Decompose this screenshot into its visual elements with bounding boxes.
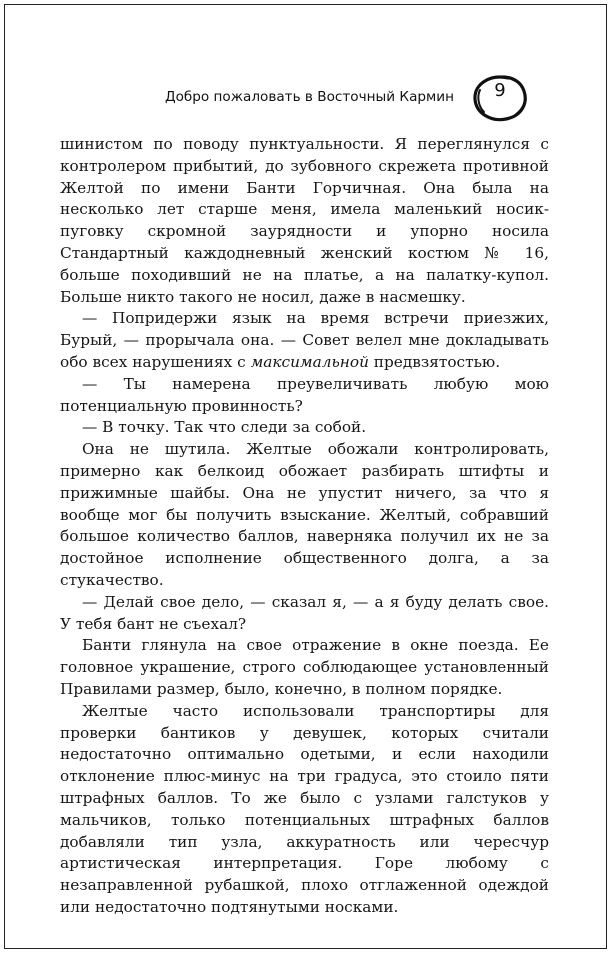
page-header — [60, 72, 542, 116]
paragraph — [60, 308, 549, 373]
paragraph-text: — Попридержи язык на время встречи приезжих, Бурый, — прорычала она. — Совет велел мне докладывать обо всех нарушениях с — [60, 309, 549, 371]
running-title: Добро пожаловать в Восточный Кармин — [164, 89, 454, 105]
paragraph: Она не шутила. Желтые обожали контролировать, примерно как белкоид обожает разбирать штифты и прижимные шайбы. Она не упустит ничего, за что я вообще мог бы получить взыскание. Желтый, собравший большое количество баллов, наверняка получил их не за достойное исполнение общественного долга, а за стукачество. — [60, 440, 549, 589]
paragraph: — Делай свое дело, — сказал я, — а я буду делать свое. У тебя бант не съехал? — [60, 592, 549, 633]
paragraph: шинистом по поводу пунктуальности. Я переглянулся с контролером прибытий, до зубовного скрежета противной Желтой по имени Банти Горчичная. Она была на несколько лет старше меня, имела маленький носик-пуговку скромной заурядности и упорно носила Стандартный каждодневный женский костюм № 16, больше походивший не на платье, а на палатку-купол. Больше никто такого не носил, даже в насмешку. — [60, 135, 549, 306]
paragraph: — Ты намерена преувеличивать любую мою потенциальную провинность? — [60, 374, 549, 415]
body-text — [60, 134, 549, 919]
paragraph-text: предвзятостью. — [368, 352, 501, 371]
paragraph: Банти глянула на свое отражение в окне поезда. Ее головное украшение, строго соблюдающее установленный Правилами размер, было, конечно, в полном порядке. — [60, 636, 549, 698]
page-number: 9 — [494, 80, 506, 101]
emphasis: максимальной — [250, 352, 369, 371]
page-number-badge — [468, 70, 532, 126]
paragraph: — В точку. Так что следи за собой. — [82, 418, 367, 437]
paragraph: Желтые часто использовали транспортиры для проверки бантиков у девушек, которых считали недостаточно оптимально одетыми, и если находили отклонение плюс-минус на три градуса, это стоило пяти штрафных баллов. То же было с узлами галстуков у мальчиков, только потенциальных штрафных баллов добавляли тип узла, аккуратность или чересчур артистическая интерпретация. Горе любому с незаправленной рубашкой, плохо отглаженной одеждой или недостаточно подтянутыми носками. — [60, 701, 549, 916]
